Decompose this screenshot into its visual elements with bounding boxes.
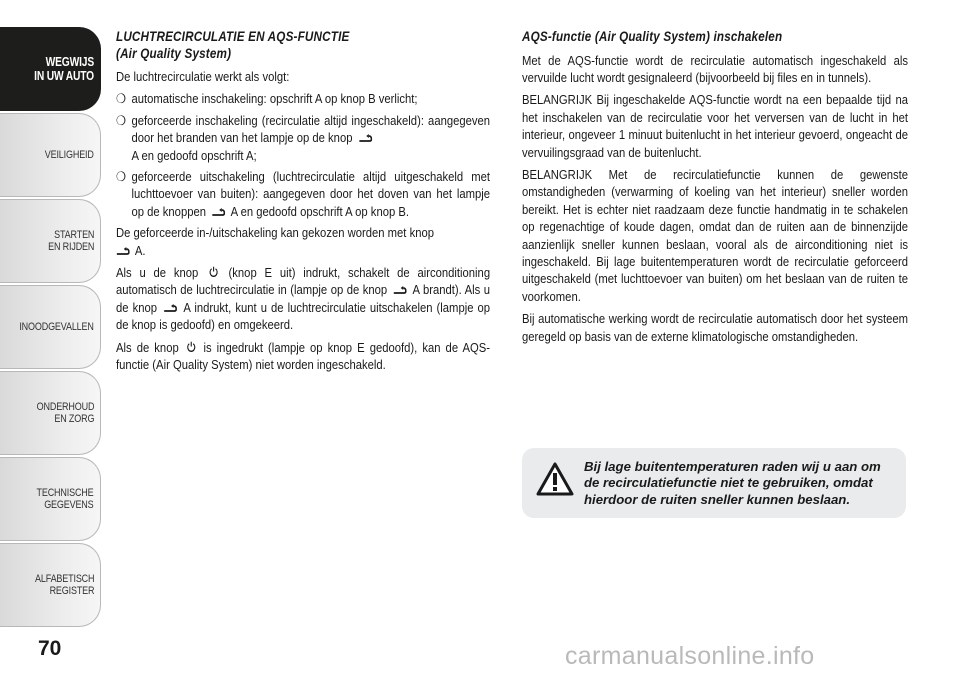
chapter-sidebar (0, 27, 103, 629)
text-fragment: A indrukt, kunt u de luchtrecirculatie uitschakelen (lampje op de knop is gedoofd) en omgekeerd. (116, 299, 491, 333)
heading-line: LUCHTRECIRCULATIE EN AQS-FUNCTIE (116, 29, 350, 44)
list-item (116, 168, 490, 220)
bullet-circle-icon: ❍ (116, 112, 127, 128)
tab-label: INOODGEVALLEN (19, 321, 94, 333)
text-fragment: geforceerde uitschakeling (luchtrecirculatie altijd uitgeschakeld met luchttoevoer van buiten): aangegeven door het doven van het lampje op de knoppen (131, 169, 491, 219)
paragraph (116, 339, 490, 374)
right-column (522, 29, 908, 350)
list-item (116, 112, 490, 164)
tab-veiligheid[interactable] (0, 113, 101, 197)
list-item-text: automatische inschakeling: opschrift A op knop B verlicht; (131, 91, 418, 107)
tab-alfabetisch-register[interactable] (0, 543, 101, 627)
recirculation-icon (393, 286, 407, 295)
text-fragment: is ingedrukt (lampje op knop E gedoofd), kan de AQS-functie (Air Quality System) niet worden ingeschakeld. (116, 339, 491, 373)
bullet-circle-icon: ❍ (116, 91, 127, 107)
text-fragment: (knop E uit) indrukt, schakelt de airconditioning automatisch de luchtrecirculatie in (lampje op de knop (116, 265, 491, 298)
tab-label: ALFABETISCH REGISTER (34, 573, 94, 597)
left-column (116, 29, 490, 379)
page-number: 70 (38, 637, 62, 660)
recirculation-icon (116, 247, 130, 256)
tab-label: STARTEN EN RIJDEN (47, 229, 94, 253)
paragraph: Met de AQS-functie wordt de recirculatie automatisch ingeschakeld als vervuilde lucht wordt gesignaleerd (bijvoorbeeld bij files en in tunnels). (522, 52, 909, 85)
text-fragment: Als u de knop (116, 265, 199, 281)
recirculation-icon (212, 208, 226, 217)
watermark: carmanualsonline.info (565, 642, 815, 670)
tab-label: TECHNISCHE GEGEVENS (36, 487, 94, 511)
text-fragment: A. (134, 242, 146, 258)
list-item (116, 90, 490, 107)
paragraph: BELANGRIJK Met de recirculatiefunctie kunnen de gewenste omstandigheden (verwarming of koeling van het interieur) sneller worden bereikt. Het is echter niet raadzaam deze functie handmatig in te schakelen op regenachtige of koude dagen, omdat dan de ruiten aan de binnenzijde aanzienlijk sneller kunnen beslaan, vooral als de airconditioning niet is ingeschakeld. Bij lage buitentemperaturen wordt de recirculatie geforceerd uitgeschakeld (met luchttoevoer van buiten) om het beslaan van de ruiten te voorkomen. (522, 166, 909, 304)
recirculation-icon (358, 134, 372, 143)
text-fragment: Als de knop (116, 339, 179, 355)
warning-text: Bij lage buitentemperaturen raden wij u aan om de recirculatiefunctie niet te gebruiken, omdat hierdoor de ruiten sneller kunnen beslaan. (584, 459, 881, 507)
warning-box (522, 448, 906, 518)
paragraph: Bij automatische werking wordt de recirculatie automatisch door het systeem geregeld op basis van de externe klimatologische omstandigheden. (522, 311, 909, 344)
tab-label: VEILIGHEID (45, 149, 94, 161)
heading-line: (Air Quality System) (116, 45, 232, 61)
tab-label: WEGWIJS IN UW AUTO (34, 55, 94, 83)
tab-noodgevallen[interactable] (0, 285, 101, 369)
list-item-text (131, 168, 490, 220)
paragraph: BELANGRIJK Bij ingeschakelde AQS-functie wordt na een bepaalde tijd na het inschakelen van de recirculatie voor het verversen van de lucht in het interieur, ongeveer 1 minuut buitenlucht in het interieur gevoerd, ongeacht de vervuilingsgraad van de buitenlucht. (522, 92, 909, 160)
tab-onderhoud[interactable] (0, 371, 101, 455)
text-fragment: De geforceerde in-/uitschakeling kan gekozen worden met knop (116, 225, 434, 241)
text-fragment: A en gedoofd opschrift A op knop B. (230, 203, 410, 219)
tab-wegwijs[interactable] (0, 27, 101, 111)
tab-label: ONDERHOUD EN ZORG (36, 401, 94, 425)
recirculation-icon (164, 304, 178, 313)
power-icon (209, 266, 218, 277)
tab-technische-gegevens[interactable] (0, 457, 101, 541)
paragraph (116, 224, 490, 259)
power-icon (186, 341, 195, 352)
section-heading (116, 29, 490, 62)
text-fragment: A brandt). Als u de knop (116, 282, 491, 315)
section-heading: AQS-functie (Air Quality System) inschakelen (522, 29, 783, 44)
list-item-text (131, 112, 490, 164)
bullet-circle-icon: ❍ (116, 169, 127, 185)
intro-text: De luchtrecirculatie werkt als volgt: (116, 69, 290, 84)
text-fragment: geforceerde inschakeling (recirculatie altijd ingeschakeld): aangegeven door het branden van het lampje op de knop (131, 112, 491, 146)
paragraph (116, 264, 490, 334)
warning-triangle-icon (536, 462, 574, 496)
text-fragment: A en gedoofd opschrift A; (131, 147, 257, 163)
tab-starten[interactable] (0, 199, 101, 283)
